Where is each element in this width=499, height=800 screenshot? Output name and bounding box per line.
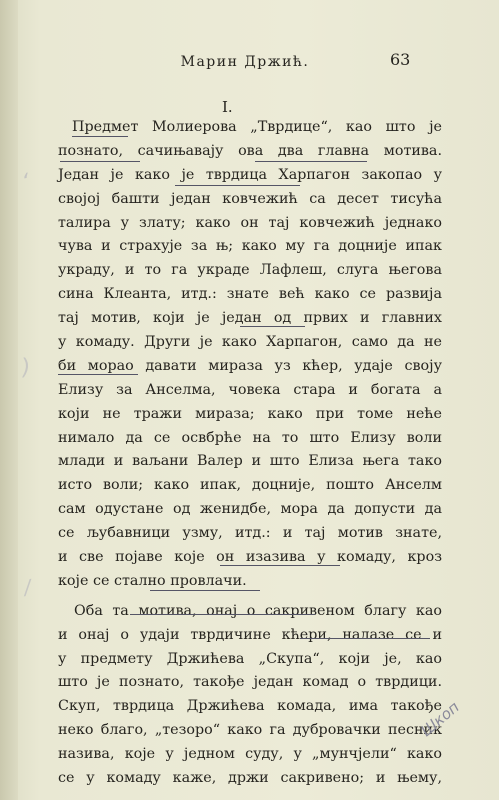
binding-gutter <box>0 0 18 800</box>
text-line: Предмет Молиерова „Тврдице“, као што је <box>72 119 442 135</box>
section-number: I. <box>222 98 233 116</box>
text-line: и све појаве које он изазива у комаду, кроз <box>58 549 442 566</box>
pencil-underline <box>150 590 260 591</box>
margin-pencil-mark: ‘ <box>20 169 31 196</box>
pencil-underline <box>58 374 138 375</box>
text-line: Скуп, тврдица Држићева комада, има такође <box>58 698 442 715</box>
text-line: који не тражи мираза; како при томе неће <box>58 405 442 422</box>
text-line: би морао давати мираза уз кћер, удаје своју <box>58 357 442 374</box>
text-line: Један је како је тврдица Харпагон закопао у <box>58 166 442 183</box>
text-line: познато, сачињавају ова два главна мотива. <box>58 142 442 159</box>
text-line: Оба та мотива, онај о сакривеном благу као <box>74 602 442 619</box>
handwritten-margin-note: Шкоп <box>417 697 463 741</box>
text-line: Елизу за Анселма, човека стара и богата а <box>58 381 442 398</box>
text-line: сам одустане од женидбе, мора да допусти да <box>58 501 442 518</box>
margin-pencil-mark: / <box>22 574 33 600</box>
pencil-underline <box>300 638 430 639</box>
text-line: сина Клеанта, итд.: знате већ како се развија <box>58 286 442 303</box>
text-line: у комаду. Други је како Харпагон, само да не <box>58 334 442 351</box>
pencil-underline <box>72 136 128 137</box>
page-number: 63 <box>390 50 411 69</box>
text-line: талира у злату; како он тај ковчежић једнако <box>58 214 442 231</box>
text-line: се у комаду каже, држи сакривено; и њему, <box>58 770 442 787</box>
text-line: својој башти један ковчежић са десет тисућа <box>58 190 442 207</box>
pencil-underline <box>240 326 305 327</box>
pencil-underline <box>220 565 340 566</box>
text-line: које се стално провлачи. <box>58 572 247 589</box>
text-line: у предмету Држићева „Скупа“, који је, као <box>58 650 442 667</box>
running-title: Марин Држић. <box>180 54 310 70</box>
text-line: украду, и то га украде Лафлеш, слуга његова <box>58 262 442 279</box>
text-line: назива, које у једном суду, у „мунчјели“ како <box>58 746 442 763</box>
text-line: и онај о удаји тврдичине кћери, налазе се и <box>58 626 442 643</box>
body-text <box>58 116 442 791</box>
text-line: млади и ваљани Валер и што Елиза њега тако <box>58 453 442 470</box>
text-line: исто воли; како ипак, доцније, пошто Анселм <box>58 477 442 494</box>
text-line: неко благо, „тезоро“ како га дубровачки песник <box>58 722 442 739</box>
text-line: чува и страхује за њ; како му га доцније ипак <box>58 238 442 255</box>
pencil-underline <box>175 185 300 186</box>
pencil-underline <box>130 614 315 615</box>
text-line: што је познато, такође један комад о тврдици. <box>58 674 442 691</box>
pencil-underline <box>255 161 367 162</box>
text-line: се љубавници узму, итд.: и тај мотив знате, <box>58 525 442 542</box>
text-line: тај мотив, који је један од првих и главних <box>58 310 442 327</box>
text-line: нимало да се освбрће на то што Елизу воли <box>58 429 442 446</box>
pencil-underline <box>60 161 140 162</box>
margin-pencil-mark: ) <box>20 354 33 381</box>
